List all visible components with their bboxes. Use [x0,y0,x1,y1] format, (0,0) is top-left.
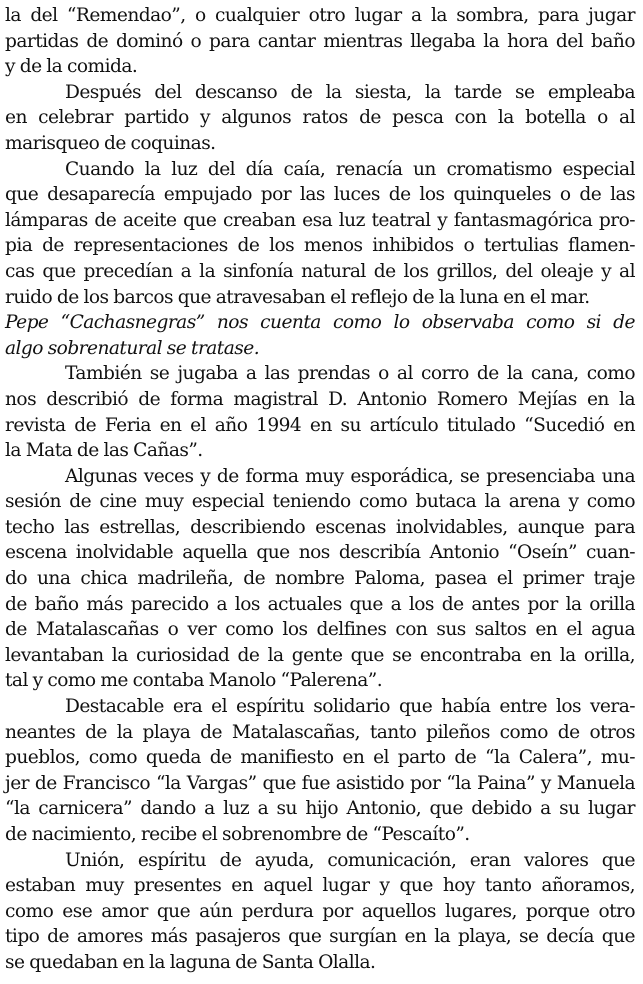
text-line: levantaban la curiosidad de la gente que se encontraba en la orilla, [5,644,635,666]
body-text [5,3,635,976]
text-line: la Mata de las Cañas”. [5,440,203,462]
paragraph-p2 [5,157,635,311]
text-line: Destacable era el espíritu solidario que había entre los vera- [65,696,635,718]
text-line: de nacimiento, recibe el sobrenombre de “Pescaíto”. [5,824,470,845]
paragraph-p7 [5,848,635,976]
text-line: partidas de dominó o para cantar mientras llegaba la hora del baño [5,30,635,52]
text-line: Algunas veces y de forma muy esporádica, se presenciaba una [65,465,635,487]
text-line: marisqueo de coquinas. [5,132,216,154]
paragraph-p5 [5,464,635,694]
text-line: revista de Feria en el año 1994 en su artículo titulado “Sucedió en [5,414,635,436]
text-line: tipo de amores más pasajeros que surgían en la playa, se decía que [5,926,635,948]
text-line: algo sobrenatural se tratase. [5,337,260,359]
text-line: y de la comida. [5,56,138,78]
paragraph-p3 [5,310,635,361]
text-line: tal y como me contaba Manolo “Palerena”. [5,670,383,692]
text-line: nos describió de forma magistral D. Antonio Romero Mejías en la [5,388,635,410]
paragraph-p4 [5,361,635,463]
text-line: lámparas de aceite que creaban esa luz teatral y fantasmagórica pro- [5,209,635,231]
text-line: Unión, espíritu de ayuda, comunicación, eran valores que [65,849,635,871]
text-line: techo las estrellas, describiendo escenas inolvidables, aunque para [5,516,635,538]
text-line: estaban muy presentes en aquel lugar y que hoy tanto añoramos, [5,875,635,897]
text-line: pueblos, como queda de manifiesto en el parto de “la Calera”, mu- [5,747,635,769]
paragraph-p0 [5,3,635,80]
text-line: ruido de los barcos que atravesaban el reflejo de la luna en el mar. [5,286,590,308]
text-line: “la carnicera” dando a luz a su hijo Antonio, que debido a su lugar [5,798,635,820]
text-line: Cuando la luz del día caía, renacía un cromatismo especial [65,158,635,180]
text-line: de baño más parecido a los actuales que a los de antes por la orilla [5,593,635,615]
text-line: pia de representaciones de los menos inhibidos o tertulias flamen- [5,235,635,257]
text-line: escena inolvidable aquella que nos describía Antonio “Oseín” cuan- [5,542,635,564]
text-line: do una chica madrileña, de nombre Paloma, pasea el primer traje [5,568,635,590]
text-line: neantes de la playa de Matalascañas, tanto pileños como de otros [5,721,635,743]
paragraph-p1 [5,80,635,157]
text-line: como ese amor que aún perdura por aquellos lugares, porque otro [5,900,635,922]
text-line: Después del descanso de la siesta, la tarde se empleaba [65,81,635,103]
text-line: cas que precedían a la sinfonía natural de los grillos, del oleaje y al [5,260,635,282]
text-line: que desaparecía empujado por las luces de los quinqueles o de las [5,184,635,206]
text-line: en celebrar partido y algunos ratos de pesca con la botella o al [5,107,635,129]
text-line: sesión de cine muy especial teniendo como butaca la arena y como [5,491,635,513]
text-line: jer de Francisco “la Vargas” que fue asistido por “la Paina” y Manuela [5,772,635,794]
text-line: Pepe “Cachasnegras” nos cuenta como lo observaba como si de [5,312,635,334]
text-line: También se jugaba a las prendas o al corro de la cana, como [65,363,635,385]
text-line: la del “Remendao”, o cualquier otro lugar a la sombra, para jugar [5,5,635,26]
text-line: de Matalascañas o ver como los delfines con sus saltos en el agua [5,619,635,641]
text-line: se quedaban en la laguna de Santa Olalla. [5,951,376,973]
paragraph-p6 [5,694,635,848]
